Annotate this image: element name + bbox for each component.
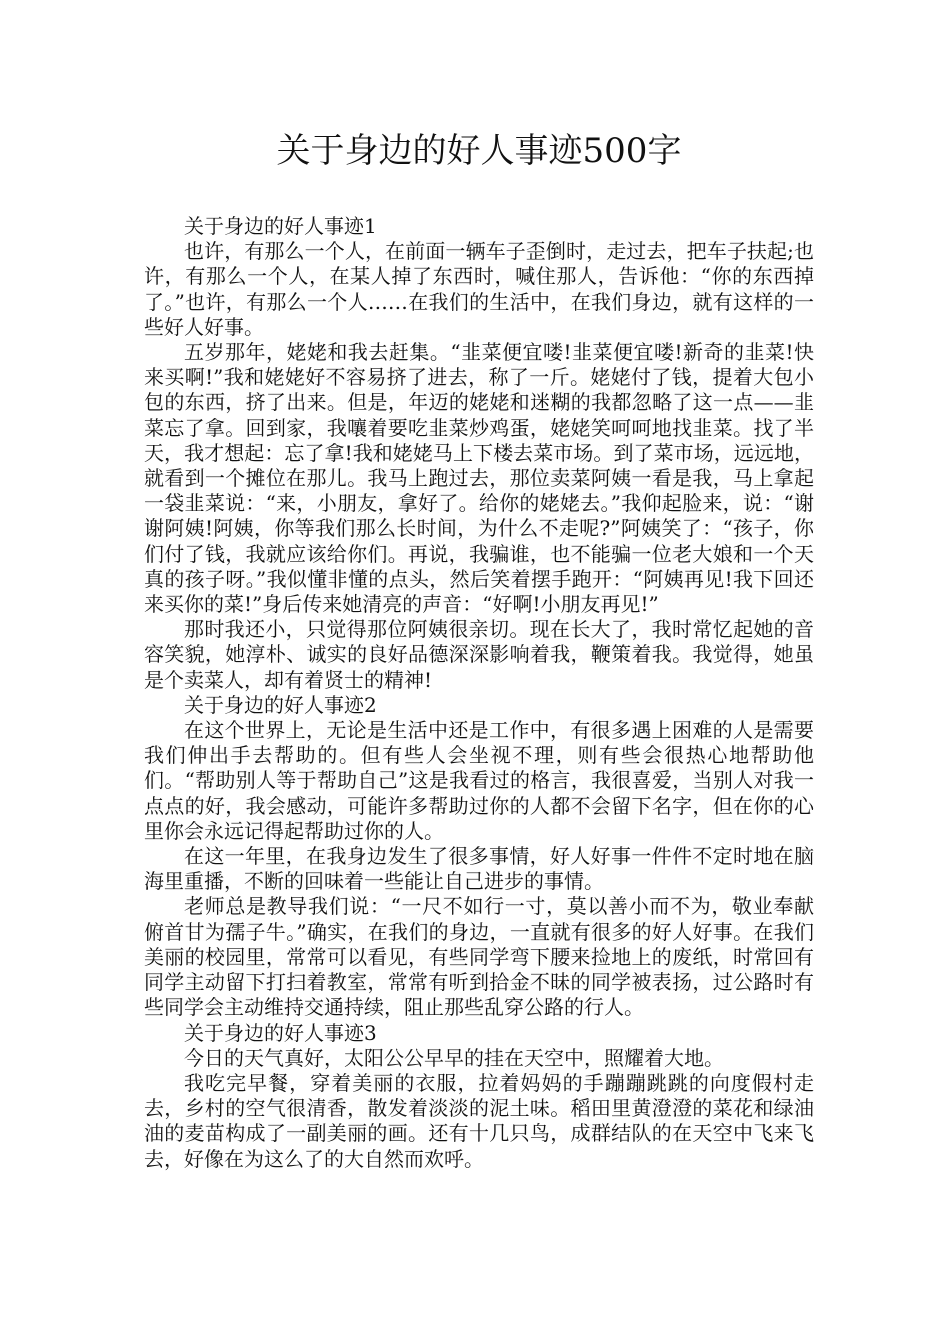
paragraph: 今日的天气真好，太阳公公早早的挂在天空中，照耀着大地。 <box>184 1045 724 1070</box>
paragraph: 老师总是教导我们说：“一尺不如行一寸，莫以善小而不为，敬业奉献俯首甘为孺子牛。”确实，在我们的身边，一直就有很多的好人好事。在我们美丽的校园里，常常可以看见，有些同学弯下腰来捡地上的废纸，时常回有同学主动留下打扫着教室，常常有听到拾金不昧的同学被表扬，过公路时有些同学会主动维持交通持续，阻止那些乱穿公路的行人。 <box>144 894 814 1020</box>
paragraph: 也许，有那么一个人，在前面一辆车子歪倒时，走过去，把车子扶起;也许，有那么一个人，在某人掉了东西时，喊住那人，告诉他：“你的东西掉了。”也许，有那么一个人……在我们的生活中，在我们身边，就有这样的一些好人好事。 <box>144 239 814 339</box>
paragraph: 五岁那年，姥姥和我去赶集。“韭菜便宜喽!韭菜便宜喽!新奇的韭菜!快来买啊!”我和姥姥好不容易挤了进去，称了一斤。姥姥付了钱，提着大包小包的东西，挤了出来。但是，年迈的姥姥和迷糊的我都忽略了这一点——韭菜忘了拿。回到家，我嚷着要吃韭菜炒鸡蛋，姥姥笑呵呵地找韭菜。找了半天，我才想起：忘了拿!我和姥姥马上下楼去菜市场。到了菜市场，远远地，就看到一个摊位在那儿。我马上跑过去，那位卖菜阿姨一看是我，马上拿起一袋韭菜说：“来，小朋友，拿好了。给你的姥姥去。”我仰起脸来，说：“谢谢阿姨!阿姨，你等我们那么长时间，为什么不走呢?”阿姨笑了：“孩子，你们付了钱，我就应该给你们。再说，我骗谁，也不能骗一位老大娘和一个天真的孩子呀。”我似懂非懂的点头，然后笑着摆手跑开：“阿姨再见!我下回还来买你的菜!”身后传来她清亮的声音：“好啊!小朋友再见!” <box>144 340 814 617</box>
document-page <box>144 122 814 1172</box>
document-title: 关于身边的好人事迹500字 <box>276 131 682 171</box>
section-heading: 关于身边的好人事迹3 <box>184 1020 377 1045</box>
document-body <box>144 214 814 1172</box>
paragraph: 在这一年里，在我身边发生了很多事情，好人好事一件件不定时地在脑海里重播，不断的回味着一些能让自己进步的事情。 <box>144 844 814 894</box>
paragraph: 在这个世界上，无论是生活中还是工作中，有很多遇上困难的人是需要我们伸出手去帮助的。但有些人会坐视不理，则有些会很热心地帮助他们。“帮助别人等于帮助自己”这是我看过的格言，我很喜爱，当别人对我一点点的好，我会感动，可能许多帮助过你的人都不会留下名字，但在你的心里你会永远记得起帮助过你的人。 <box>144 718 814 843</box>
section-heading: 关于身边的好人事迹2 <box>184 692 377 717</box>
paragraph: 那时我还小，只觉得那位阿姨很亲切。现在长大了，我时常忆起她的音容笑貌，她淳朴、诚实的良好品德深深影响着我，鞭策着我。我觉得，她虽是个卖菜人，却有着贤士的精神! <box>144 617 814 692</box>
paragraph: 我吃完早餐，穿着美丽的衣服，拉着妈妈的手蹦蹦跳跳的向度假村走去，乡村的空气很清香，散发着淡淡的泥土味。稻田里黄澄澄的菜花和绿油油的麦苗构成了一副美丽的画。还有十几只鸟，成群结队的在天空中飞来飞去，好像在为这么了的大自然而欢呼。 <box>144 1070 814 1171</box>
section-heading: 关于身边的好人事迹1 <box>184 214 377 238</box>
